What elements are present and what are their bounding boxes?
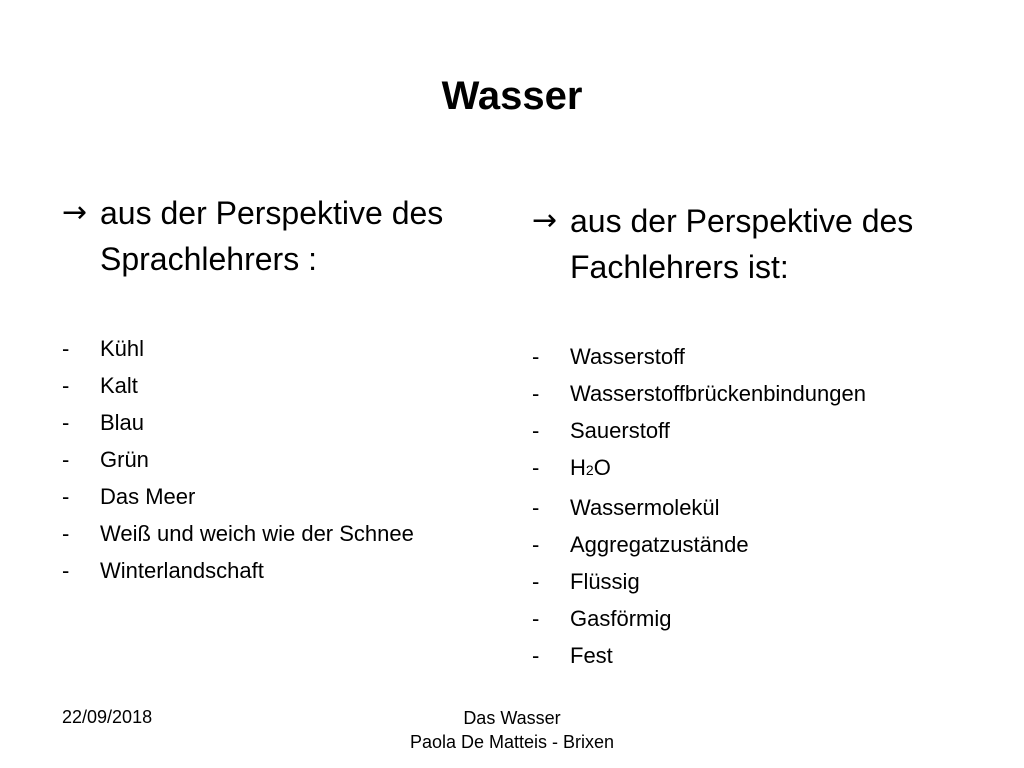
list-item [62, 367, 492, 404]
formula-h: H [570, 455, 586, 480]
footer-date: 22/09/2018 [62, 707, 153, 727]
right-heading-text: aus der Perspektive des Fachlehrers ist: [570, 203, 914, 285]
dash-marker: - [532, 344, 540, 369]
dash-marker: - [62, 521, 70, 546]
list-item [532, 412, 972, 449]
footer-line-1: Das Wasser [463, 708, 561, 728]
list-item [62, 552, 492, 589]
arrow-right-icon: → [62, 195, 88, 230]
list-item [62, 330, 492, 367]
dash-marker: - [62, 447, 70, 472]
dash-marker: - [532, 381, 540, 406]
list-item-formula [532, 449, 972, 489]
dash-marker: - [62, 558, 70, 583]
left-column [62, 190, 492, 589]
list-item [532, 563, 972, 600]
list-item-text: Wassermolekül [570, 495, 720, 520]
list-item-text: Gasförmig [570, 606, 672, 631]
list-item-text: Sauerstoff [570, 418, 670, 443]
list-item-text: Kühl [100, 336, 145, 361]
list-item [532, 489, 972, 526]
right-heading [532, 198, 972, 290]
list-item-text: Blau [100, 410, 145, 435]
list-item [62, 441, 492, 478]
list-item [532, 526, 972, 563]
list-item-text: Winterlandschaft [100, 558, 264, 583]
list-item-text: Das Meer [100, 484, 196, 509]
footer-line-2: Paola De Matteis - Brixen [409, 732, 615, 752]
list-item-text: Wasserstoff [570, 344, 685, 369]
dash-marker: - [532, 643, 540, 668]
dash-marker: - [62, 336, 70, 361]
formula-subscript: 2 [585, 462, 594, 478]
dash-marker: - [532, 532, 540, 557]
dash-marker: - [532, 606, 540, 631]
list-item [532, 338, 972, 375]
slide-title: Wasser [441, 74, 583, 118]
list-item-text: Kalt [100, 373, 138, 398]
right-list [532, 338, 972, 674]
left-heading-text: aus der Perspektive des Sprachlehrers : [100, 195, 444, 277]
dash-marker: - [532, 569, 540, 594]
list-item [62, 478, 492, 515]
arrow-right-icon: → [532, 203, 558, 238]
list-item-text: Fest [570, 643, 613, 668]
left-heading [62, 190, 492, 282]
dash-marker: - [62, 373, 70, 398]
footer-caption [312, 706, 712, 754]
dash-marker: - [62, 410, 70, 435]
dash-marker: - [532, 455, 540, 480]
list-item [532, 375, 972, 412]
list-item-text: Wasserstoffbrückenbindungen [570, 381, 866, 406]
list-item [62, 404, 492, 441]
list-item-text: Aggregatzustände [570, 532, 749, 557]
list-item-text: Weiß und weich wie der Schnee [100, 521, 414, 546]
left-list [62, 330, 492, 589]
list-item [62, 515, 492, 552]
list-item [532, 637, 972, 674]
dash-marker: - [62, 484, 70, 509]
list-item-text: Grün [100, 447, 149, 472]
dash-marker: - [532, 495, 540, 520]
right-column [532, 198, 972, 674]
list-item-text: Flüssig [570, 569, 640, 594]
dash-marker: - [532, 418, 540, 443]
formula-o: O [593, 455, 611, 480]
list-item [532, 600, 972, 637]
